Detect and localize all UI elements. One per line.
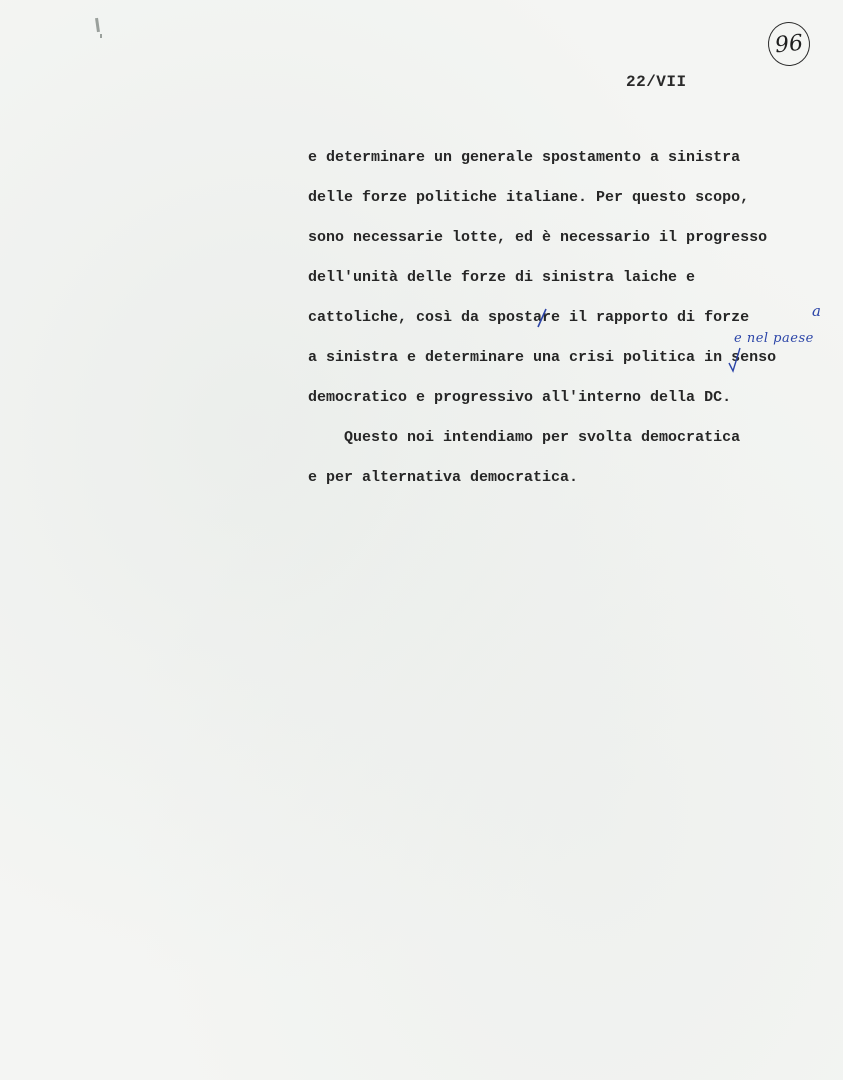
header-reference: 22/VII <box>626 73 687 91</box>
text-line: cattoliche, così da spostare il rapporto di forze <box>308 309 750 326</box>
insertion-caret-mark <box>728 347 742 373</box>
text-line: e determinare un generale spostamento a sinistra <box>308 149 741 166</box>
handwritten-correction: a <box>812 302 821 320</box>
text-line: a sinistra e determinare una crisi politica in senso <box>308 349 777 366</box>
handwritten-insert: e nel paese <box>734 331 814 346</box>
page-number-stamp <box>766 20 812 68</box>
scan-speck <box>100 34 102 38</box>
handwritten-strike-mark <box>536 307 548 329</box>
scan-speck <box>95 18 100 32</box>
text-line: e per alternativa democratica. <box>308 469 579 486</box>
text-line: dell'unità delle forze di sinistra laiche e <box>308 269 696 286</box>
page-number: 96 <box>773 30 805 58</box>
text-line: sono necessarie lotte, ed è necessario il progresso <box>308 229 768 246</box>
text-line: Questo noi intendiamo per svolta democratica <box>308 429 741 446</box>
text-line: delle forze politiche italiane. Per questo scopo, <box>308 189 750 206</box>
text-line: democratico e progressivo all'interno della DC. <box>308 389 732 406</box>
